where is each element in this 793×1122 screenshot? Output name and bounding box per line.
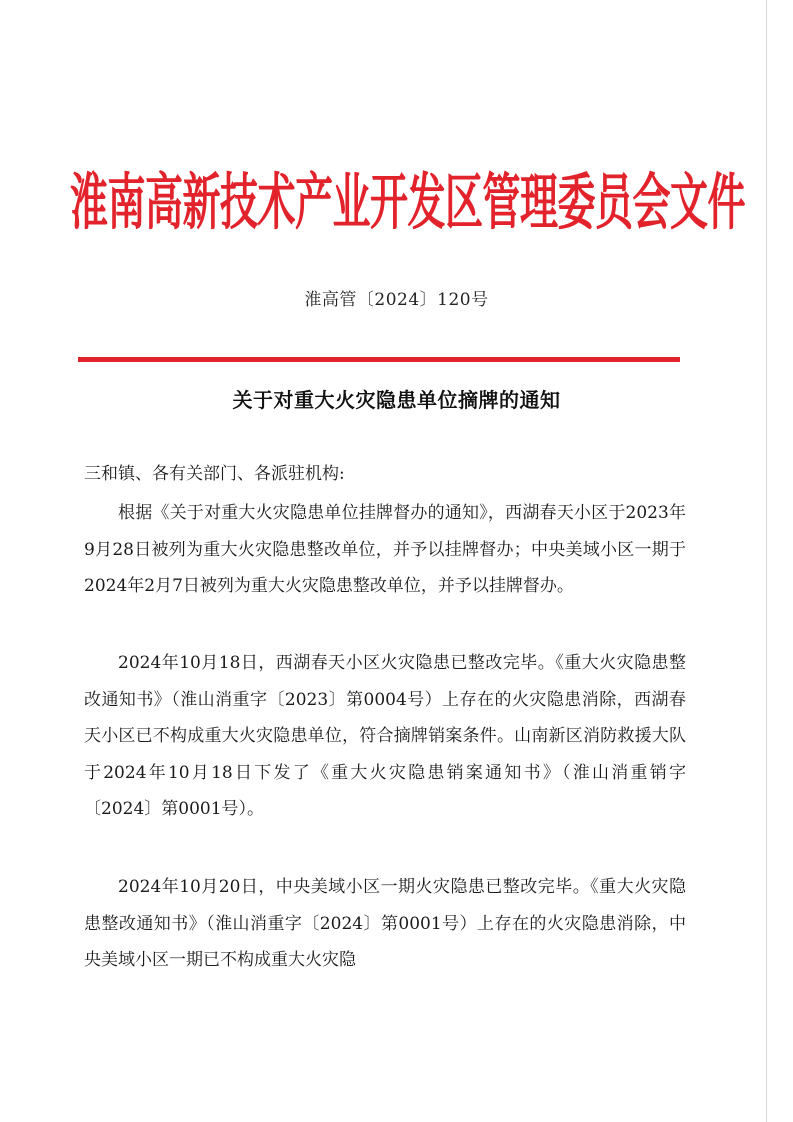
body-paragraph-2: 2024年10月18日，西湖春天小区火灾隐患已整改完毕。《重大火灾隐患整改通知书》（淮山消重字〔2023〕第0004号）上存在的火灾隐患消除，西湖春天小区已不构成重大火灾隐患单位，符合摘牌销案条件。山南新区消防救援大队于2024年10月18日下发了《重大火灾隐患销案通知书》（淮山消重销字〔2024〕第0001号）。 xyxy=(84,653,686,819)
document-number: 淮高管〔2024〕120号 xyxy=(304,290,489,310)
document-title: 关于对重大火灾隐患单位摘牌的通知 xyxy=(232,388,561,412)
body-paragraph-3: 2024年10月20日，中央美域小区一期火灾隐患已整改完毕。《重大火灾隐患整改通知书》（淮山消重字〔2024〕第0001号）上存在的火灾隐患消除，中央美域小区一期已不构成重大火灾隐 xyxy=(84,877,686,970)
body-paragraph-1: 根据《关于对重大火灾隐患单位挂牌督办的通知》，西湖春天小区于2023年9月28日被列为重大火灾隐患整改单位，并予以挂牌督办；中央美域小区一期于2024年2月7日被列为重大火灾隐患整改单位，并予以挂牌督办。 xyxy=(84,503,686,596)
issuer-header: 淮南高新技术产业开发区管理委员会文件 xyxy=(70,166,746,238)
scan-edge-line xyxy=(766,0,767,1122)
addressee-line: 三和镇、各有关部门、各派驻机构: xyxy=(84,464,345,484)
red-divider-rule xyxy=(78,357,680,362)
